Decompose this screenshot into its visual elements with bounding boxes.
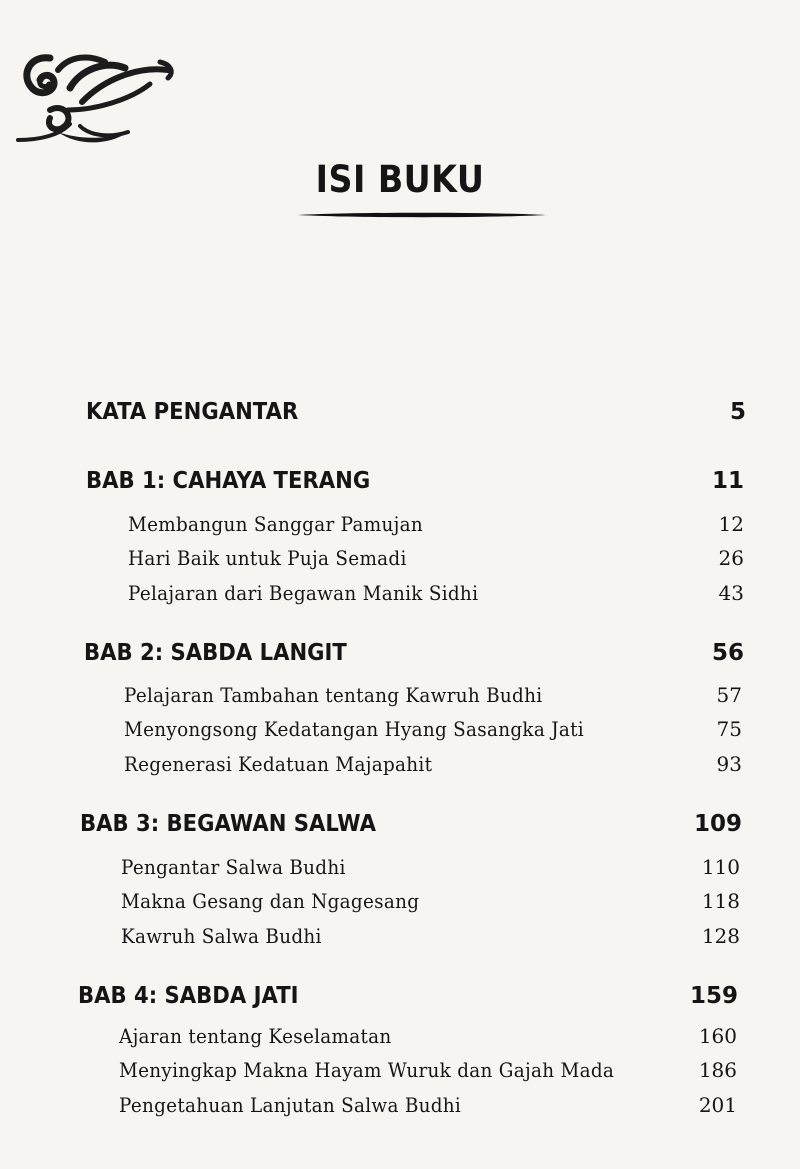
section-title: Membangun Sanggar Pamujan [128, 512, 423, 536]
toc-section[interactable] [124, 752, 742, 778]
section-page: 110 [701, 855, 740, 879]
chapter-page: 11 [711, 468, 744, 494]
section-page: 186 [698, 1058, 737, 1082]
section-title: Kawruh Salwa Budhi [121, 924, 322, 948]
section-title: Pengantar Salwa Budhi [121, 855, 346, 879]
section-page: 75 [716, 717, 742, 741]
section-title: Makna Gesang dan Ngagesang [121, 889, 420, 913]
chapter-page: 5 [729, 399, 746, 425]
toc-section[interactable] [124, 717, 742, 743]
section-title: Hari Baik untuk Puja Semadi [128, 546, 407, 570]
toc-section[interactable] [119, 1093, 737, 1119]
chapter-page: 109 [693, 811, 742, 837]
section-page: 118 [701, 889, 740, 913]
toc-section[interactable] [124, 683, 742, 709]
toc-section[interactable] [128, 512, 744, 538]
toc-section[interactable] [119, 1024, 737, 1050]
toc-section[interactable] [121, 889, 740, 915]
section-page: 12 [718, 512, 744, 536]
section-title: Pengetahuan Lanjutan Salwa Budhi [119, 1093, 462, 1117]
section-title: Regenerasi Kedatuan Majapahit [124, 752, 433, 776]
toc-chapter[interactable] [86, 399, 746, 429]
section-page: 160 [698, 1024, 737, 1048]
chapter-title: KATA PENGANTAR [86, 399, 299, 425]
chapter-title: BAB 1: CAHAYA TERANG [86, 468, 371, 494]
toc-chapter[interactable] [78, 983, 738, 1013]
section-page: 26 [718, 546, 744, 570]
section-page: 128 [701, 924, 740, 948]
chapter-title: BAB 2: SABDA LANGIT [84, 640, 347, 666]
toc-section[interactable] [128, 581, 744, 607]
chapter-page: 56 [711, 640, 744, 666]
chapter-title: BAB 4: SABDA JATI [78, 983, 299, 1009]
toc-chapter[interactable] [80, 811, 742, 841]
section-page: 201 [698, 1093, 737, 1117]
toc-chapter[interactable] [86, 468, 744, 498]
section-title: Ajaran tentang Keselamatan [119, 1024, 392, 1048]
section-title: Pelajaran Tambahan tentang Kawruh Budhi [124, 683, 543, 707]
section-page: 43 [718, 581, 744, 605]
page-title: ISI BUKU [315, 158, 485, 201]
chapter-page: 159 [689, 983, 738, 1009]
section-page: 93 [716, 752, 742, 776]
toc-chapter[interactable] [84, 640, 744, 670]
chapter-title: BAB 3: BEGAWAN SALWA [80, 811, 376, 837]
section-title: Pelajaran dari Begawan Manik Sidhi [128, 581, 479, 605]
section-title: Menyingkap Makna Hayam Wuruk dan Gajah Mada [119, 1058, 615, 1082]
section-page: 57 [716, 683, 742, 707]
toc-section[interactable] [119, 1058, 737, 1084]
toc-section[interactable] [121, 855, 740, 881]
toc-section[interactable] [128, 546, 744, 572]
toc-section[interactable] [121, 924, 740, 950]
section-title: Menyongsong Kedatangan Hyang Sasangka Jati [124, 717, 584, 741]
